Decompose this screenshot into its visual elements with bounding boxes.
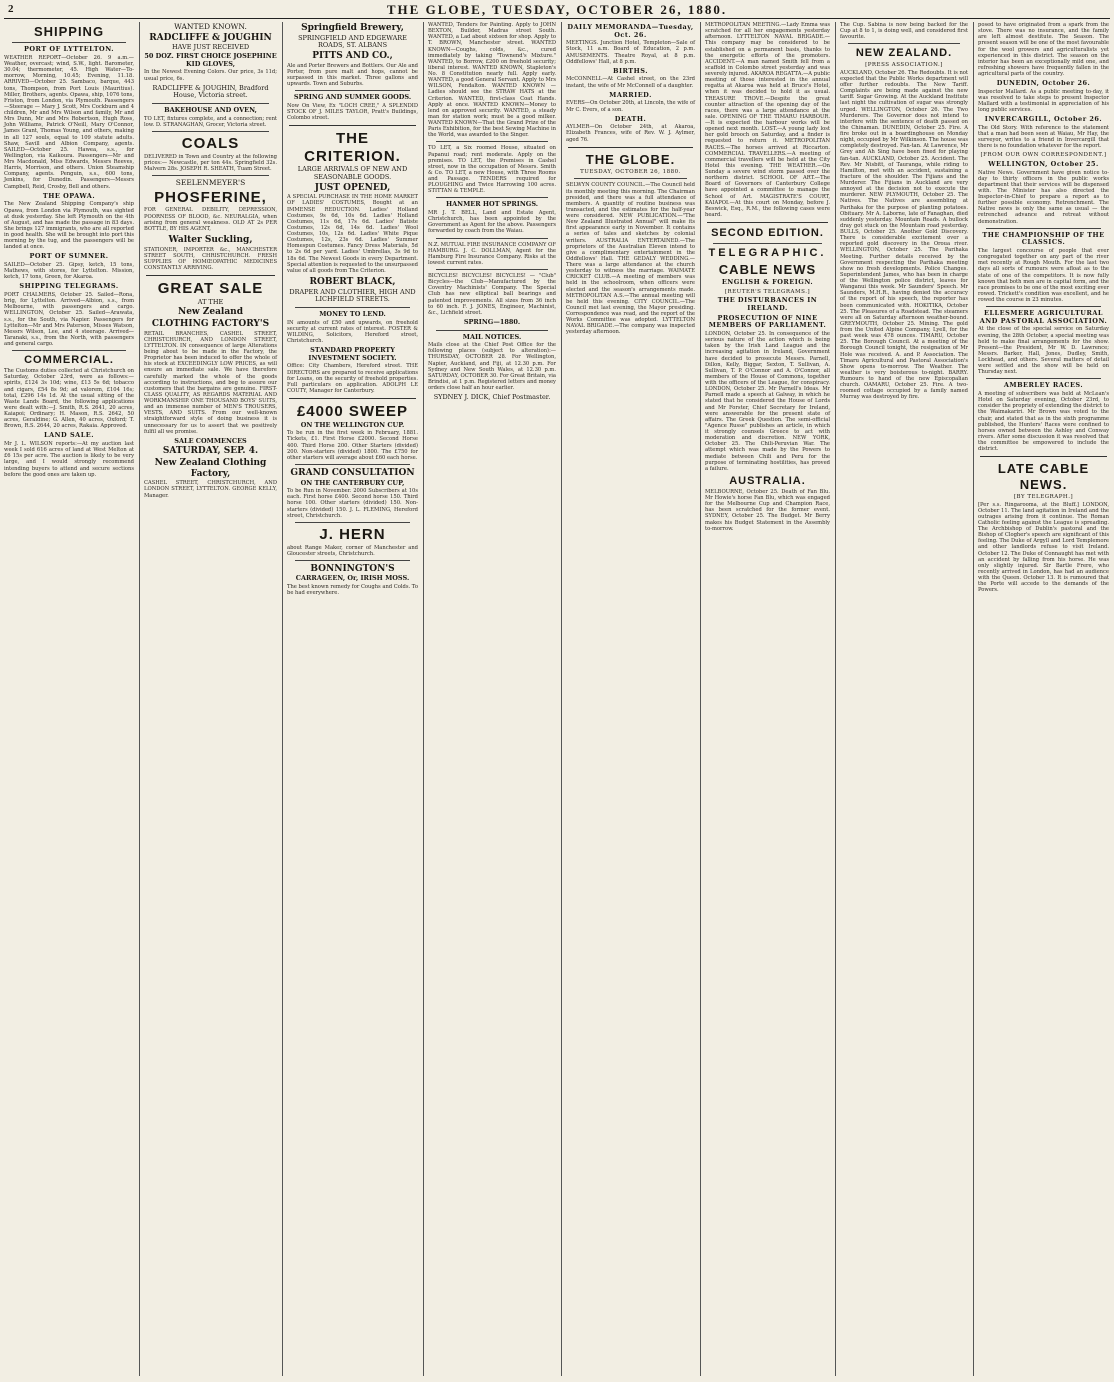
phosferine-heading: PHOSFERINE, [154,188,267,206]
divider [152,175,269,176]
criterion-heading: THE CRITERION. [304,130,401,165]
nz-clothing: New Zealand Clothing Factory, [154,458,267,479]
ellesmere-text: At the close of the special service on Saturday evening, the 28th October, a special meeting was held to make final arrangements for the show. Present—the President, Mr W. D. Lawrence; Messrs. Barker, Hall, Jones, Dudley, Smith, Lockhead, and others. Several matters of detail were settled and the show will be held on Thursday next. [978,326,1109,376]
nz-clothing-addr: CASHEL STREET, CHRISTCHURCH, AND LONDON STREET, LYTTELTON. GEORGE KELLY, Manager. [144,480,277,499]
late-cable-text: [Per s.s. Ringarooma, at the Bluff.] LONDON, October 11. The land agitation in Ireland and the outrages arising from it continue. The Roman Catholic feeling against the League is spreading. The Archbishop of Dublin's pastoral and the Bishop of Clogher's speech are significant of this feeling. The Duke of Argyll and Lord Templemore and other landlords refuse to visit Ireland. October 12. The Duke of Connaught has met with an accident by falling from his horse. He was only slightly injured. Sir Bartle Frere, who recently arrived in London, has had an audience with the Queen. October 13. It is rumoured that the Porte will accede to the demands of the Powers. [978,501,1109,594]
championship-heading: THE CHAMPIONSHIP OF THE CLASSICS. [982,230,1105,247]
to-let-ads: TO LET, a Six roomed House, situated on Papanui road; rent moderate. Apply on the premises. TO LET, the Premises in Cashel street, now in the occupation of Messrs. Smith & Co. TO LET, a new House, with Three Rooms and Passage. TENDERS required for PLOUGHING and Twice Harrowing 100 acres. STITTAN & TEMPLE. [428,145,556,195]
press-assoc: [PRESS ASSOCIATION.] [865,62,943,69]
cable-news: CABLE NEWS [718,261,817,277]
second-edition: SECOND EDITION. [711,227,824,239]
death-heading: DEATH. [614,114,647,123]
marriage-heading: MARRIED. [609,90,652,99]
standard-text: Office: City Chambers, Hereford street. THE DIRECTORS are prepared to receive applications for Loans, on the security of freehold properties. Full particulars on application. ADOLPH LE COUTY, Manager for Canterbury. [287,363,418,394]
shipping-report: WEATHER REPORT—October 26. 9 a.m.—Weather, overcast; wind, S.W., light. Barometer, 30.04; thermometer, 45. High Water—To-morrow, Morning, 10.45; Evening, 11.18. ARRIVED—October 25. Sambaco, barque, 443 tons, Thompson, from Port Louis (Mauritius). Miller, Brothers, agents. Opawa, ship, 1076 tons, Friston, from London, via Plymouth. Passengers—Steerage — Mary J. Scott, Mrs Cockburn and 4 children, Mr and Mrs Wilson and family, Mr and Mrs Dunn, Mr and Mrs Robertson, Hugh Ross, John Williams, Patrick O'Neill, Mary O'Connor, James Grant, Thomas Young, and others, making in all 127 souls, equal to 109 statute adults. Shaw, Savill and Albion Company, agents. SAILED—October 25. Hawea, s.s., for Wellington, via Kaikoura. Passengers—Mr and Mrs Macdonald, Miss Edwards, Messrs Reeves, Harris, Morrison, and others. Union Steamship Company, agents. Penguin, s.s., 600 tons, Jenkins, for Dunedin. Passengers—Messrs Campbell, Reid, Crosby, Bell and others. [4,54,134,190]
sweep-heading: £4000 SWEEP [296,403,409,420]
brewery-addr: SPRINGFIELD AND EDGEWARE ROADS, ST. ALBANS [298,33,407,50]
bonnington-heading: BONNINGTON'S [310,563,395,574]
amberley-text: A meeting of subscribers was held at McLean's Hotel on Saturday evening, October 23rd, to consider the propriety of extending the district to the Waimakariri. Mr Brown was voted to the chair, and stated that as in the sixth programme published, the Hunters' Races were confined to horses owned between the Ashley and Conway rivers. After some discussion it was resolved that the committee be empowered to include the district. [978,391,1109,453]
masthead [4,2,1110,19]
divider [574,178,687,179]
phosferine-name: SEELENMEYER'S [175,177,246,187]
commercial-heading: COMMERCIAL. [24,354,114,367]
australia-heading: AUSTRALIA. [729,474,806,487]
divider [295,307,410,308]
births-heading: BIRTHS. [612,66,649,75]
spring-heading: SPRING AND SUMMER GOODS. [293,93,412,102]
column-7 [836,22,974,1376]
commercial-text: The Customs duties collected at Christchurch on Saturday, October 23rd, were as follows:— spirits, £124 3s 10d; wine, £13 5s 6d; tobacco and cigars, £54 8s 9d; ad valorem, £104 16s; total, £296 14s 1d. At the usual sitting of the Waste Lands Board, the following applications were dealt with:—J. Smith, R.S. 2641, 20 acres, Kaiapoi; Ordinary; H. Mason, R.S. 2642, 50 acres, Geraldine; G. Allen, 40 acres, Oxford; T. Brown, R.S. 2644, 20 acres, Rakaia. Approved. [4,368,134,430]
bicycles-text: BICYCLES! BICYCLES! BICYCLES! — "Club" Bicycles—the Club—Manufactured by the Coventry Machinists' Company. The Special Club has new elliptical ball bearings and patented improvements. All sizes from 36 inch to 60 inch. F. J. JONES, Engineer, Machinist, &c., Lichfield street. [428,273,556,316]
dunedin-heading: DUNEDIN, October 26. [996,79,1091,88]
divider [289,398,416,399]
australia-text: MELBOURNE, October 25. Death of Fan Blu. Mr Howie's horse Fan Blu, which was engaged for the Melbourne Cup and Champion Race, has been scratched for the former event. SYDNEY, October 25. The Budget. Mr Berry makes his Budget Statement in the Assembly to-morrow. [705,488,830,532]
money-text: IN amounts of £50 and upwards, on freehold security at current rates of interest. FOSTER & WILDING, Solicitors, Hereford street, Christchurch. [287,319,418,344]
port-heading: PORT OF LYTTELTON. [24,45,114,54]
sweep-text: To be run in the first week in February, 1881. Tickets, £1. First Horse £2000. Second Horse 400. Third Horse 200. Other Starters (divided) 200. Non-starters (divided) 1800. The £750 for other starters will average about £60 each horse. [287,430,418,461]
just-opened: JUST OPENED, [314,182,391,193]
divider [848,43,960,44]
masthead-title: THE GLOBE, TUESDAY, OCTOBER 26, 1880. [386,2,728,17]
death-text: AYLMER—On October 24th, at Akaroa, Elizabeth Frances, wife of Rev. W. J. Aylmer, aged 76. [566,124,695,143]
gloves-line: 50 DOZ. FIRST CHOICE JOSEPHINE KID GLOVES, [144,52,277,68]
money-heading: MONEY TO LEND. [319,309,386,318]
divider [436,330,548,331]
great-sale-sub: AT THE [197,297,224,306]
divider [146,275,275,276]
wellington-text: Native News. Government have given notice to-day to thirty officers in the public works department that their services will be dispensed with. The Minister has also directed the Inspector-in-Chief to prepare a report as to further possible economy. Retrenchment. The Native news is only the same as usual — the retrenched advance and retreat without demonstration. [978,169,1109,225]
amberley-heading: AMBERLEY RACES. [1003,381,1084,390]
wanted-heading: WANTED KNOWN. [174,22,247,31]
championship-text: The largest concourse of people that ever congregated together on any part of the river met recently at Rough Mouth. For the last two days all sorts of rumours were afloat as to the state of one of the competitors. It is now fully known that both men are in capital form, and the race promises to be one of the most exciting ever rowed. Trickett's condition was excellent, and he rowed the course in 23 minutes. [978,248,1109,304]
great-sale-heading: GREAT SALE [157,280,264,298]
divider [289,125,416,126]
hern-heading: J. HERN [319,525,386,543]
leader-text-continued: METROPOLITAN MEETING.—Lady Emma was scratched for all her engagements yesterday afternoon. LYTTELTON NAVAL BRIGADE.—This company may be considered to be established on a permanent basis, thanks to the energetic efforts of the promoters. ACCIDENT.—A man named Smith fell from a scaffold in Colombo street yesterday and was severely injured. AKAROA REGATTA.—A public meeting of those interested in the annual regatta at Akaroa was held at Bruce's Hotel, when it was decided to hold it as usual. TREASURE TROVE.—Despite the great counter attraction of the opening day of the races, there was a large attendance at the sale. OPENING OF THE TIMARU HARBOUR.—It is expected the harbour works will be opened next month. LOST.—A young lady lost her gold brooch on Saturday, and a finder is requested to return it. METROPOLITAN RACES.—The horses arrived at Riccarton. COMMERCIAL TRAVELLERS.—A meeting of commercial travellers will be held at the City Hotel this evening. THE WEATHER.—On Sunday a severe wind storm passed over the northern district. SCHOOL OF ART.—The Board of Governors of Canterbury College have appointed a committee to manage the School of Art. MAGISTRATE'S COURT, KAIAPOI.—At this court on Monday, before J. Beswick, Esq., R.M., the following cases were heard. [705,22,830,218]
great-sale-text: RETAIL BRANCHES, CASHEL STREET, CHRISTCHURCH, AND LONDON STREET, LYTTELTON. IN consequence of large Alterations being about to be made in the Factory, the Proprietor has been induced to offer the whole of his stock at EXCEEDINGLY LOW PRICES, as will ensure an immediate sale. We have therefore carefully marked the whole of the goods according to instructions, and beg to assure our customers that the bargains are genuine. FIRST-CLASS QUALITY, AS REGARDS MATERIAL AND WORKMANSHIP. ONE THOUSAND BOYS' SUITS, and an immense number of MEN'S TROUSERS, VESTS, AND SUITS. From our well-known straightforward style of doing business it is unnecessary for us to assert that we positively fulfil all we promise. [144,330,277,435]
births-text: McCONNELL—At Cashel street, on the 23rd instant, the wife of Mr McConnell of a daughter. [566,76,695,89]
firm-address: RADCLIFFE & JOUGHIN, Bradford House, Victoria street. [152,83,269,100]
sale-date: SATURDAY, SEP. 4. [162,446,259,457]
column-4 [424,22,562,1376]
invercargill-text: The Old Story. With reference to the statement that a man had been seen at Waiau, Mr Hay, the surveyor, writes to a friend in Invercargill that there is no foundation whatever for the report. [978,124,1109,150]
divider [152,131,269,132]
divider [295,560,410,561]
port-sumner-text: SAILED—October 25. Gipsy, ketch, 15 tons, Mathews, with stores, for Lyttelton. Mission, ketch, 17 tons, Green, for Akaroa. [4,262,134,281]
wellington-heading: WELLINGTON, October 25. [988,159,1099,168]
mutual-text: N.Z. MUTUAL FIRE INSURANCE COMPANY OF HAMBURG. J. C. DOLLMAN, Agent for the Hamburg Fire Insurance Company. Risks at the lowest current rates. [428,241,556,266]
column-1 [0,22,140,1376]
consultation-sub: ON THE CANTERBURY CUP, [300,478,405,487]
black-heading: ROBERT BLACK, [309,276,396,287]
shipping-heading: SHIPPING [33,24,105,39]
telegraphic: TELEGRAPHIC. [708,246,827,259]
late-cable-heading: LATE CABLE NEWS. [997,461,1090,492]
port-sumner-heading: PORT OF SUMNER. [29,252,109,261]
divider [436,197,548,198]
pitts-heading: PITTS AND CO., [312,50,393,61]
divider [295,464,410,465]
consultation-text: To be Run in November. 2000 Subscribers at 10s each. First horse £400. Second horse 150. Third horse 100. Other starters (divided) 150. Non-starters (divided) 150. J. L. FLEMING, Hereford street, Christchurch. [287,488,418,519]
standard-heading: STANDARD PROPERTY INVESTMENT SOCIETY. [308,346,397,362]
divider [713,243,822,244]
divider [986,378,1101,379]
globe-date: TUESDAY, OCTOBER 26, 1880. [580,168,681,175]
mail-heading: MAIL NOTICES. [462,332,522,341]
column-8 [974,22,1114,1376]
london-text: LONDON, October 25. In consequence of the serious nature of the action which is being taken by the Irish Land League and the increasing agitation in Ireland, Government have decided to prosecute Messrs. Parnell, Dillon, Kelly, Biggar, Sexton, T. Sullivan, A. Sullivan, T. P. O'Connor and A. O'Connor, all members of the House of Commons, together with the officers of the League, for conspiracy. LONDON, October 25. Mr Parnell's Ideas. Mr Parnell made a speech at Galway, in which he stated that he considered the House of Lords and Mr Forster, Chief Secretary for Ireland, were answerable for the present state of affairs. The Greek Question. The semi-official "Agence Russe" publishes an article, in which it strongly counsels Greece to act with moderation and discretion. NEW YORK, October 25. The Chili-Peruvian War. The attempt which was made by the Powers to mediate between Chili and Peru for the purpose of terminating hostilities, has proved a failure. [705,331,830,472]
own-correspondent: [FROM OUR OWN CORRESPONDENT.] [980,152,1107,159]
divider [986,228,1101,229]
column-2 [140,22,283,1376]
criterion-text: A SPECIAL PURCHASE IN THE HOME MARKET OF LADIES' COSTUMES, Bought at an IMMENSE REDUCTION. Ladies' Holland Costumes, 9s 6d, 10s 6d. Ladies' Holland Costumes, 11s 6d, 17s 6d. Ladies' Batiste Costumes, 12s 6d, 14s 6d. Ladies' Wool Costumes, 10s, 12s 6d. Ladies' White Pique Costumes, 12s, 23s 6d. Ladies' Summer Homespun Costumes. Fancy Dress Materials, 5d to 2s 6d per yard. Ladies' Umbrellas, 3s 9d to 18s 6d. The Newest Goods in every Department. Special attention is requested to the unsurpassed value of all goods from The Criterion. [287,194,418,274]
coals-heading: COALS [181,134,240,152]
prosecution-heading: PROSECUTION OF NINE MEMBERS OF PARLIAMENT. [708,313,827,330]
just-received: HAVE JUST RECEIVED [171,43,250,52]
ellesmere-heading: ELLESMERE AGRICULTURAL AND PASTORAL ASSOCIATION. [979,309,1108,325]
ireland-heading: THE DISTURBANCES IN IRELAND. [717,296,818,313]
cup-text: The Cup. Sabina is now being backed for the Cup at 8 to 1, is doing well, and considered first favourite. [840,22,968,41]
firm-name: RADCLIFFE & JOUGHIN [149,32,272,43]
great-sale-factory: CLOTHING FACTORY'S [151,319,270,330]
spring-goods: SPRING—1880. [463,317,521,326]
divider [152,103,269,104]
divider [295,522,410,523]
suckling-heading: Walter Suckling, [168,234,253,245]
suckling-text: STATIONER, IMPORTER &c., MANCHESTER STREET SOUTH, CHRISTCHURCH. FRESH SUPPLIES OF HOMŒOPATHIC MEDICINES CONSTANTLY ARRIVING. [144,246,277,271]
invercargill-heading: INVERCARGILL, October 26. [984,115,1103,124]
reuter: [REUTER'S TELEGRAMS.] [724,288,811,295]
globe-heading: THE GLOBE. [585,151,676,167]
consultation-heading: GRAND CONSULTATION [290,467,415,478]
hern-text: about Range Maker, corner of Manchester and Gloucester streets, Christchurch. [287,544,418,557]
divider [436,238,548,239]
land-sale-heading: LAND SALE. [44,431,94,440]
criterion-sub: LARGE ARRIVALS OF NEW AND SEASONABLE GOODS. [297,165,408,182]
divider [980,456,1107,457]
pitts-text: Ale and Porter Brewers and Bottlers. Our Ale and Porter, from pure malt and hops, cannot be surpassed in this market. Three gallons and upwards. Town and Suburbs. [287,62,418,87]
divider [568,147,693,148]
late-cable-sub: [BY TELEGRAPH.] [1013,494,1074,501]
sale-commences: SALE COMMENCES [174,436,247,445]
nz-text: AUCKLAND, October 26. The Redoubts. It is not expected that the Public Works department will offer further redoubts. The New Tariff. Complaints are being made against the new tariff. Sugar Growing. At the Auckland Institute last night the cultivation of sugar was strongly urged. WELLINGTON, October 26. The Two Murderers. The Governor does not intend to interfere with the sentence of death passed on the Chinaman. DUNEDIN, October 25. Fire. A fire broke out in a boardinghouse on Monday night, occupied by Mr Wilkinson. The house was completely destroyed. Fan-tan. At Lawrence, Mr Grey and Ah Sing have been fined for playing fan-tan. AUCKLAND, October 25. Accident. The Rev. Mr Nisbitt, of Tauranga, while riding to Hamilton, met with an accident, sustaining a fracture of the shoulder. The Fijians and the Murderer. The Fijians in Auckland are very annoyed at the decision not to execute the murderer. NEW PLYMOUTH, October 25. The Natives. The Natives are assembling at Parihaka for the purpose of planting potatoes. Obituary. Mr A. Laborne, late of Fanaghan, died suddenly yesterday. Mountain Roads. A bullock dray got stuck on the Mountain road yesterday. BULLS, October 25. Another Gold Discovery. There is considerable excitement over a reported gold discovery in the Oroua river. WELLINGTON, October 25. The Parihaka Meeting. Further details received by the Government respecting the Parihaka meeting show no fresh developments. Police Changes. Superintendent James, who has been in charge of the Wellington police district, leaves for Wanganui this week. Mr Saunders' Speech. Mr Saunders, M.H.R., having denied the accuracy of the report of his speech, the reporter has been communicated with. HOKITIKA, October 25. The Pleasures of a Roadstead. The steamers were all on Saturday afternoon weather-bound. GREYMOUTH, October 25. Mining. The gold from the United Alpine Company, Lyell, for the past week was 478 ounces. TIMARU, October 25. The Borough Council. At a meeting of the Borough Council tonight, the resignation of Mr Hole was received. A. and P. Association. The Timaru Agricultural and Pastoral Association's Show opens to-morrow. The Weather. The weather is very boisterous to-night. BARRY. Rumours to hand of the new Episcopalian church. OAMARU, October 25. Fire. A two-roomed cottage occupied by a family named Murray was destroyed by fire. [840,69,968,401]
nz-heading: NEW ZEALAND. [855,47,953,60]
divider [436,269,548,270]
land-sale-text: Mr J. L. WILSON reports:—At my auction last week I sold 616 acres of land at West Melton at £6 15s per acre. The auction is likely to be very large, and I would strongly recommend intending buyers to attend and secure sections before the good ones are taken up. [4,441,134,478]
sweep-sub: ON THE WELLINGTON CUP. [300,420,405,429]
hanmer-text: MR J. T. BELL, Land and Estate Agent, Christchurch, has been appointed by the Government as Agent for the above. Passengers forwarded by coach from the Waiau. [428,210,556,235]
leader-text: SELWYN COUNTY COUNCIL.—The Council held its monthly meeting this morning. The Chairman presided, and there was a full attendance of members. A quantity of routine business was transacted, and the estimates for the half-year were considered. NEW PUBLICATION.—"The New Zealand Illustrated Annual" will make its first appearance early in November. It contains a series of tales and sketches by colonial writers. AUSTRALIA ENTERTAINED.—The proprietors of the Australian Eleven intend to give a complimentary entertainment in the Oddfellows' Hall. THE GEDALY WEDDING.—There was a large attendance at the church yesterday to witness the marriage. WAIMATE CRICKET CLUB.—A meeting of members was held in the schoolroom, when officers were elected and the season's arrangements made. METROPOLITAN A.S.—The annual meeting will be held this evening. CITY COUNCIL.—The Council met last evening, the Mayor presiding. Correspondence was read, and the report of the Works Committee was adopted. LYTTELTON NAVAL BRIGADE.—The company was inspected yesterday afternoon. [566,182,695,336]
phosferine-text: FOR GENERAL DEBILITY, DEPRESSION, POORNESS OF BLOOD, &c. NEURALGIA, when arising from general weakness. OLD AT 2s PER BOTTLE, BY HIS AGENT, [144,207,277,232]
postmaster: SYDNEY J. DICK, Chief Postmaster. [433,393,551,402]
bonnington-text: The best known remedy for Coughs and Colds. To be had everywhere. [287,584,418,597]
divider [707,222,828,223]
top-text: posed to have originated from a spark from the stove. There was no insurance, and the family are left almost destitute. The Season. The present season will be one of the most favourable for the wool growers and agriculturalists yet experienced in this district. The season on the interior has been an exceptionally mild one, and refreshing showers have frequently fallen in the agricultural parts of the country. [978,22,1109,77]
bonnington-sub: CARRAGEEN, Or, IRISH MOSS. [295,574,410,583]
column-5 [562,22,701,1376]
brewery-heading: Springfield Brewery, [301,23,404,33]
gloves-detail: In the Newest Evening Colors. Our price, 3s 11d; usual price, 6s. [144,69,277,82]
opawa-text: The New Zealand Shipping Company's ship Opawa, from London via Plymouth, was sighted at dusk yesterday. She left Plymouth on the 4th of August, and has made the passage in 83 days. She brings 127 immigrants, who are all reported in good health. She will be brought into port this morning by the tug, and the passengers will be landed at once. [4,201,134,251]
memoranda-heading: DAILY MEMORANDA—Tuesday, Oct. 26. [567,23,694,39]
hanmer-heading: HANMER HOT SPRINGS. [445,200,539,209]
english-foreign: ENGLISH & FOREIGN. [721,278,814,287]
mail-text: Mails close at the Chief Post Office for the following places (subject to alteration):— THURSDAY, OCTOBER 28. For Wellington, Napier, Auckland, and Fiji, at 12.30 p.m. For Sydney and New South Wales, at 12.30 p.m. SATURDAY, OCTOBER 30. For Great Britain, via Brindisi, at 1 p.m. Registered letters and money orders close half an hour earlier. [428,342,556,392]
bakehouse-text: TO LET, fixtures complete, and a connection; rent low. D. STRANAGHAN, Grocer, Victoria street. [144,115,277,128]
column-3 [283,22,424,1376]
taylor-text: Now On View, Ex "LOCH CREE," A SPLENDID STOCK OF J. MILES TAYLOR, Pratt's Buildings, Colombo street. [287,102,418,121]
coals-text: DELIVERED in Town and Country at the following prices:— Newcastle, per ton 44s. Springfield 32s. Malvern 28s. JOSEPH R. SHEATH, Tuam Street. [144,153,277,172]
wanted-ads: WANTED, Tenders for Painting. Apply to JOHN BEXTON, Builder, Madras street South. WANTED, a Lad about sixteen for shop. Apply to T. BROWN, Manchester street. WANTED KNOWN—Coughs, colds, &c., cured immediately by taking "Townend's Mixture." WANTED, to Borrow, £200 on freehold security; liberal interest. WANTED KNOWN, Stapleton's No. 8 Constitution nearly full. Apply early. WANTED, a good General Servant. Apply to Mrs WILSON, Fendalton. WANTED KNOWN — Ladies should see the STRAW HATS at the Criterion. WANTED, first-class Coat Hands. Apply at once. WANTED KNOWN—Money to lend on approved security. WANTED, a steady man for station work; must be a good milker. WANTED KNOWN—That the Grand Prize of the Paris Exhibition, for the best Sewing Machine in the World, was awarded to the Singer. [428,22,556,139]
opawa-heading: THE OPAWA. [42,191,96,200]
dunedin-text: Inspector Mallard. As a public meeting to-day, it was resolved to take steps to present Inspector Mallard with a testimonial in appreciation of his long public services. [978,88,1109,114]
marriage-text: EVERS—On October 20th, at Lincoln, the wife of Mr C. Evers, of a son. [566,100,695,113]
divider [295,90,410,91]
page-number: 2 [8,3,16,15]
divider [986,306,1101,307]
black-sub: DRAPER AND CLOTHIER, HIGH AND LICHFIELD STREETS. [289,287,416,304]
shipping-telegrams-text: PORT CHALMERS, October 25. Sailed—Rona, brig, for Lyttelton. Arrived—Albion, s.s., from Melbourne, with passengers and cargo. WELLINGTON, October 25. Sailed—Arawata, s.s., for the South, via Napier. Passengers for Lyttelton—Mr and Mrs Paterson, Misses Watson, Messrs Wilson, Lee, and 4 steerage. Arrived—Taranaki, s.s., from the North, with passengers and general cargo. [4,292,134,348]
bakehouse-heading: BAKEHOUSE AND OVEN, [164,105,257,114]
divider [436,141,548,142]
shipping-telegrams-heading: SHIPPING TELEGRAMS. [19,282,119,291]
divider [12,350,126,351]
memoranda-text: MEETINGS. Junction Hotel, Templeton—Sale of Stock, 11 a.m. Board of Education, 2 p.m. AMUSEMENTS. Theatre Royal, at 8 p.m. Oddfellows' Hall, at 8 p.m. [566,40,695,65]
great-sale-co: New Zealand [177,307,244,318]
column-6 [701,22,836,1376]
divider [12,42,126,43]
